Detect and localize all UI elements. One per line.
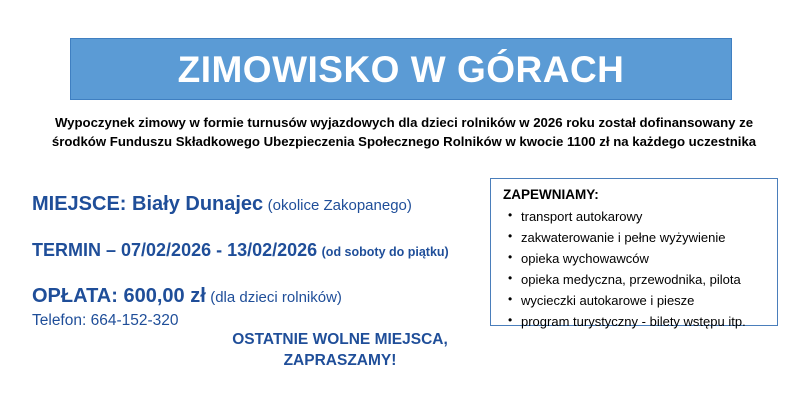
phone-number: Telefon: 664-152-320 xyxy=(32,312,179,329)
features-box xyxy=(490,178,778,330)
bullet-icon: • xyxy=(508,208,513,222)
features-box-title: ZAPEWNIAMY: xyxy=(503,187,599,202)
list-item xyxy=(508,269,767,290)
bullet-icon: • xyxy=(508,229,513,244)
list-item xyxy=(508,227,767,248)
availability-callout xyxy=(190,330,490,372)
term-label: TERMIN – 07/02/2026 - 13/02/2026 xyxy=(32,240,318,260)
list-item-label: program turystyczny - bilety wstępu itp. xyxy=(521,314,746,330)
list-item xyxy=(508,248,767,269)
callout-line-2: ZAPRASZAMY! xyxy=(283,351,397,369)
list-item xyxy=(508,290,767,311)
term-note: (od soboty do piątku) xyxy=(321,245,449,259)
funding-note-line-2: środków Funduszu Składkowego Ubezpieczenia Społecznego Rolników w kwocie 1100 zł na każdego uczestnika xyxy=(51,134,757,150)
title-banner xyxy=(70,38,732,100)
fee-label: OPŁATA: 600,00 zł xyxy=(32,285,206,307)
list-item-label: transport autokarowy xyxy=(521,209,643,224)
callout-line-1: OSTATNIE WOLNE MIEJSCA, xyxy=(232,331,448,348)
list-item-label: opieka wychowawców xyxy=(521,251,649,267)
bullet-icon: • xyxy=(508,313,513,328)
list-item-label: zakwaterowanie i pełne wyżywienie xyxy=(521,230,726,246)
fee-note: (dla dzieci rolników) xyxy=(210,289,342,306)
details-column xyxy=(32,192,482,330)
list-item xyxy=(508,206,767,227)
place-label: MIEJSCE: Biały Dunajec xyxy=(32,193,264,215)
funding-note xyxy=(34,113,774,151)
fee-row xyxy=(32,284,482,330)
bullet-icon: • xyxy=(508,271,513,286)
place-row xyxy=(32,192,482,217)
list-item-label: opieka medyczna, przewodnika, pilota xyxy=(521,272,741,288)
term-row xyxy=(32,239,482,262)
list-item-label: wycieczki autokarowe i piesze xyxy=(521,293,695,309)
list-item xyxy=(508,311,767,332)
place-note: (okolice Zakopanego) xyxy=(267,197,412,214)
funding-note-line-1: Wypoczynek zimowy w formie turnusów wyjazdowych dla dzieci rolników w 2026 roku został dofinansowany ze xyxy=(54,115,754,130)
page-title: ZIMOWISKO W GÓRACH xyxy=(177,48,625,90)
features-list xyxy=(503,206,767,332)
bullet-icon: • xyxy=(508,250,513,265)
bullet-icon: • xyxy=(508,292,513,307)
